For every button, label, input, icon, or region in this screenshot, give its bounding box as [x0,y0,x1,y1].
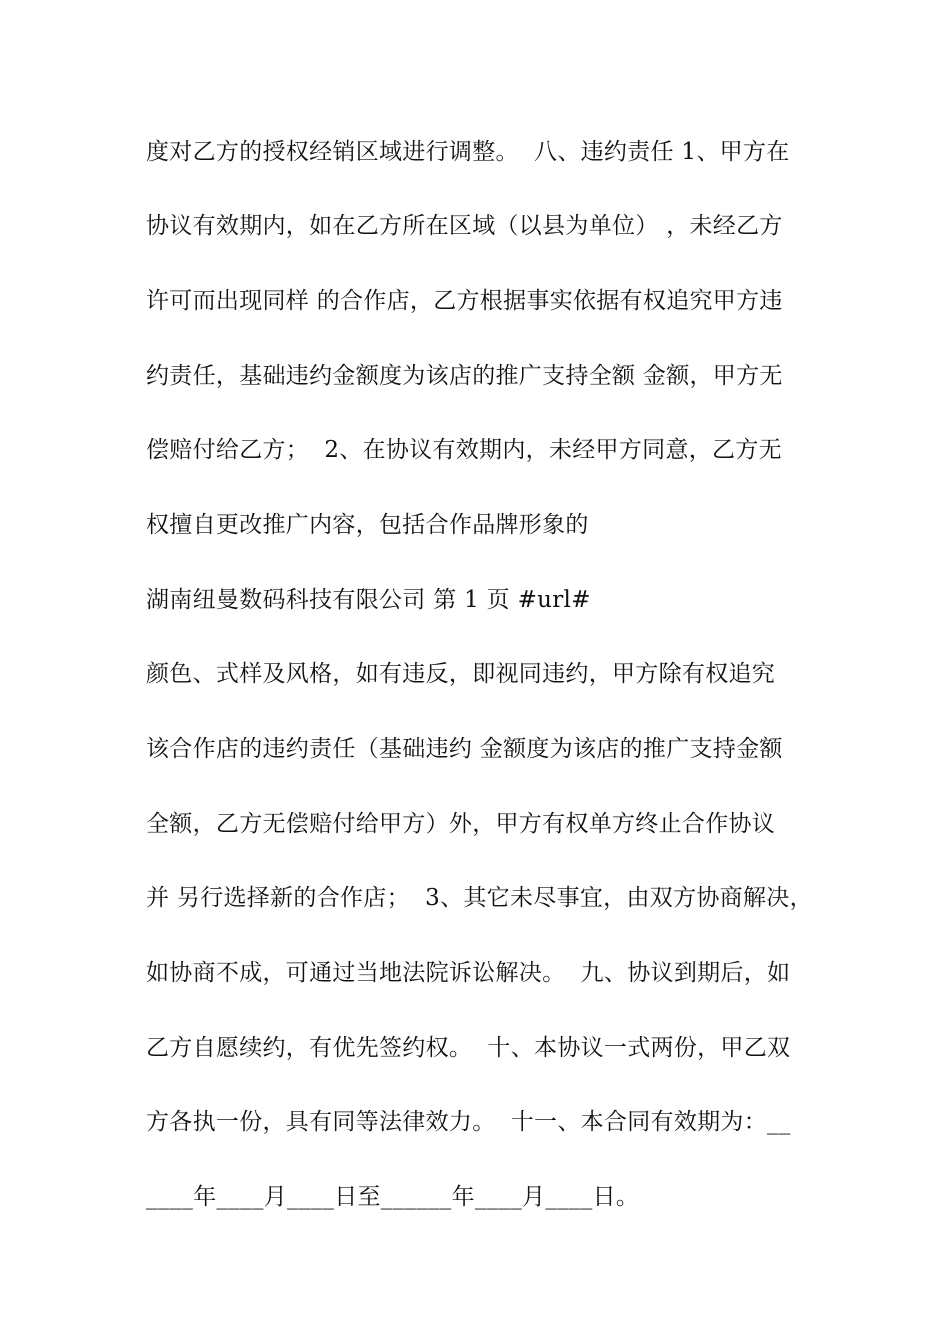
text-line-10: 并 另行选择新的合作店； 3、其它未尽事宜，由双方协商解决， [146,885,813,911]
text-line-11: 如协商不成，可通过当地法院诉讼解决。 九、协议到期后，如 [146,960,791,986]
text-line-2: 协议有效期内，如在乙方所在区域（以县为单位） ，未经乙方 [146,213,783,239]
text-line-4: 约责任，基础违约金额度为该店的推广支持全额 金额，甲方无 [146,363,783,389]
text-line-1: 度对乙方的授权经销区域进行调整。 八、违约责任 1、甲方在 [146,139,790,165]
text-line-13: 方各执一份，具有同等法律效力。 十一、本合同有效期为：__ [146,1109,791,1135]
text-line-12: 乙方自愿续约，有优先签约权。 十、本协议一式两份，甲乙双 [146,1035,791,1061]
text-line-14: ____年____月____日至______年____月____日。 [146,1184,640,1210]
text-line-3: 许可而出现同样 的合作店，乙方根据事实依据有权追究甲方违 [146,288,783,314]
text-line-9: 全额，乙方无偿赔付给甲方）外，甲方有权单方终止合作协议 [146,811,776,837]
text-line-7: 颜色、式样及风格，如有违反，即视同违约，甲方除有权追究 [146,661,776,687]
text-line-8: 该合作店的违约责任（基础违约 金额度为该店的推广支持金额 [146,736,783,762]
text-line-5: 偿赔付给乙方； 2、在协议有效期内，未经甲方同意，乙方无 [146,437,782,463]
page-footer: 湖南纽曼数码科技有限公司 第 1 页 #url# [146,587,591,613]
text-line-6: 权擅自更改推广内容，包括合作品牌形象的 [146,512,589,538]
